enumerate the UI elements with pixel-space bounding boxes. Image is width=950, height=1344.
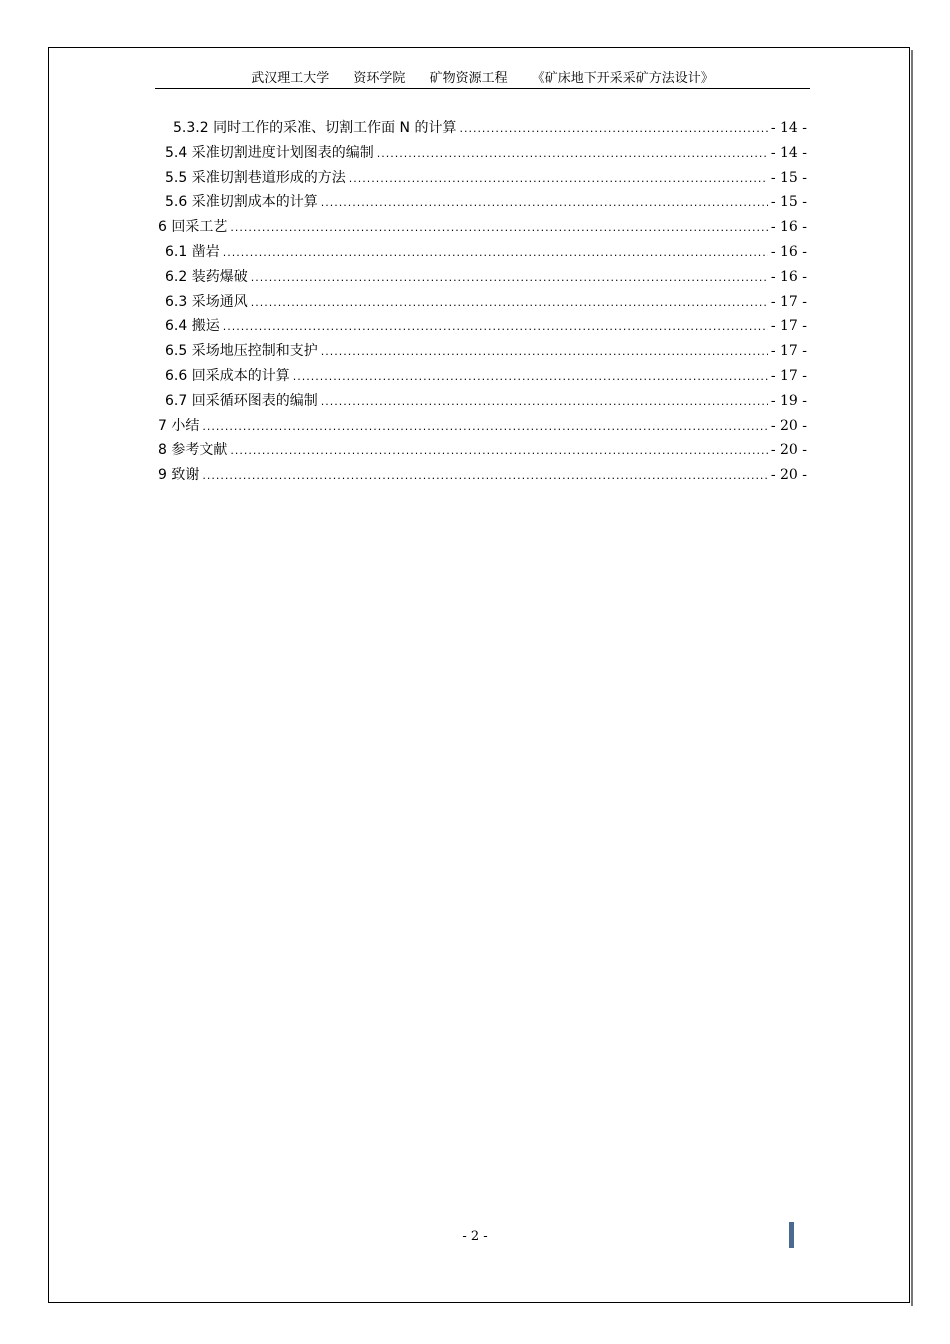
toc-entry[interactable]: [155, 241, 807, 266]
table-of-contents: [155, 117, 807, 489]
footer-accent-bar: [789, 1222, 794, 1248]
toc-leader-dots: [202, 469, 767, 482]
toc-entry-page: - 17 -: [770, 367, 807, 384]
toc-entry-page: - 14 -: [770, 120, 807, 136]
toc-entry[interactable]: [155, 191, 807, 216]
toc-entry[interactable]: [155, 142, 807, 167]
toc-entry-title: 5.5 采准切割巷道形成的方法: [165, 169, 346, 186]
toc-entry[interactable]: [155, 167, 807, 192]
toc-entry-title: 8 参考文献: [158, 442, 228, 459]
toc-entry-page: - 19 -: [770, 392, 807, 409]
toc-entry-page: - 20 -: [770, 442, 807, 459]
toc-entry[interactable]: [155, 415, 807, 440]
toc-entry-title: 6.7 回采循环图表的编制: [165, 392, 318, 409]
toc-entry[interactable]: [155, 216, 807, 241]
toc-leader-dots: [251, 271, 768, 284]
toc-entry-page: - 20 -: [770, 467, 807, 484]
toc-leader-dots: [223, 246, 768, 259]
toc-leader-dots: [377, 147, 768, 160]
toc-leader-dots: [293, 370, 768, 383]
toc-entry-title: 6.5 采场地压控制和支护: [165, 343, 318, 360]
toc-entry[interactable]: [155, 117, 807, 142]
toc-leader-dots: [349, 172, 768, 185]
header-college: 资环学院: [353, 71, 406, 86]
toc-entry[interactable]: [155, 266, 807, 291]
toc-entry[interactable]: [155, 439, 807, 464]
running-header: [155, 70, 810, 89]
toc-entry-page: - 17 -: [770, 293, 807, 310]
toc-entry[interactable]: [155, 340, 807, 365]
toc-entry-title: 5.3.2 同时工作的采准、切割工作面 N 的计算: [173, 120, 457, 136]
header-university: 武汉理工大学: [251, 71, 330, 86]
toc-entry-title: 6 回采工艺: [158, 219, 228, 236]
toc-entry-page: - 20 -: [770, 417, 807, 434]
toc-entry-page: - 16 -: [770, 268, 807, 285]
toc-entry[interactable]: [155, 390, 807, 415]
toc-entry-title: 6.2 装药爆破: [165, 268, 248, 285]
toc-leader-dots: [230, 444, 767, 457]
toc-leader-dots: [251, 296, 768, 309]
header-major: 矿物资源工程: [429, 71, 508, 86]
toc-entry-page: - 15 -: [770, 194, 807, 211]
page-footer-number: - 2 -: [462, 1229, 488, 1244]
toc-entry-title: 6.1 凿岩: [165, 243, 220, 260]
page-shadow: [911, 50, 913, 1306]
toc-entry-title: 9 致谢: [158, 467, 200, 484]
toc-entry-title: 6.3 采场通风: [165, 293, 248, 310]
toc-leader-dots: [321, 395, 768, 408]
toc-leader-dots: [321, 345, 768, 358]
toc-entry-title: 5.6 采准切割成本的计算: [165, 194, 318, 211]
toc-entry-page: - 14 -: [770, 144, 807, 161]
toc-entry-title: 5.4 采准切割进度计划图表的编制: [165, 144, 374, 161]
toc-entry-title: 6.4 搬运: [165, 318, 220, 335]
toc-entry-page: - 15 -: [770, 169, 807, 186]
toc-leader-dots: [459, 122, 767, 135]
toc-leader-dots: [223, 320, 768, 333]
toc-entry[interactable]: [155, 365, 807, 390]
toc-entry-page: - 16 -: [770, 243, 807, 260]
toc-entry-title: 7 小结: [158, 417, 200, 434]
toc-entry-title: 6.6 回采成本的计算: [165, 367, 290, 384]
toc-entry-page: - 16 -: [770, 219, 807, 236]
toc-entry-page: - 17 -: [770, 343, 807, 360]
toc-leader-dots: [230, 221, 767, 234]
toc-leader-dots: [321, 196, 768, 209]
header-course: 《矿床地下开采采矿方法设计》: [531, 71, 714, 86]
toc-leader-dots: [202, 420, 767, 433]
toc-entry[interactable]: [155, 291, 807, 316]
toc-entry[interactable]: [155, 464, 807, 489]
toc-entry-page: - 17 -: [770, 318, 807, 335]
toc-entry[interactable]: [155, 315, 807, 340]
